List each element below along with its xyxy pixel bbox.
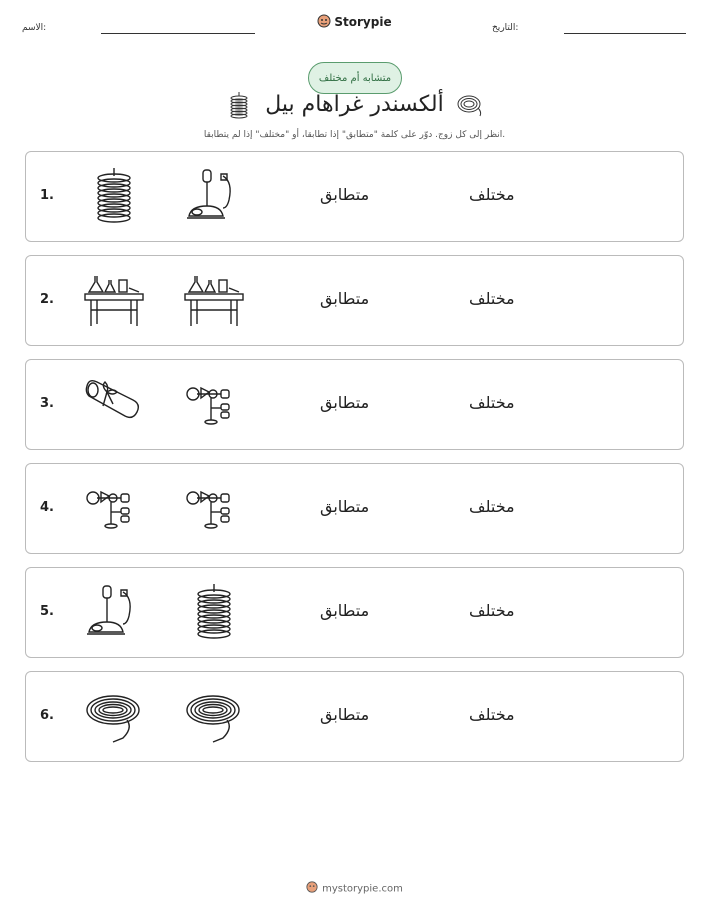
brand [0, 14, 709, 31]
worksheet-type-badge: متشابه أم مختلف [308, 62, 402, 94]
coil-icon [183, 582, 245, 644]
row-number: 1. [40, 188, 54, 203]
row-number: 3. [40, 396, 54, 411]
cable-icon [456, 94, 484, 122]
cable-icon [183, 686, 245, 748]
telephone-icon [183, 166, 245, 228]
different-option[interactable]: مختلف [469, 705, 515, 724]
same-option[interactable]: متطابق [320, 289, 370, 308]
different-option[interactable]: مختلف [469, 601, 515, 620]
different-option[interactable]: مختلف [469, 497, 515, 516]
lab-table-icon [83, 270, 145, 332]
lab-table-icon [183, 270, 245, 332]
name-label: الاسم: [22, 23, 47, 33]
same-option[interactable]: متطابق [320, 393, 370, 412]
row-number: 6. [40, 708, 54, 723]
storypie-logo-icon [306, 881, 318, 896]
name-line[interactable] [101, 33, 255, 34]
photophone-icon [183, 478, 245, 540]
different-option[interactable]: مختلف [469, 393, 515, 412]
same-option[interactable]: متطابق [320, 705, 370, 724]
scroll-icon [83, 374, 145, 436]
coil-icon [83, 166, 145, 228]
footer-url: mystorypie.com [322, 883, 403, 895]
photophone-icon [183, 374, 245, 436]
telephone-icon [83, 582, 145, 644]
different-option[interactable]: مختلف [469, 185, 515, 204]
worksheet-row [25, 671, 684, 762]
worksheet-row [25, 151, 684, 242]
different-option[interactable]: مختلف [469, 289, 515, 308]
same-option[interactable]: متطابق [320, 185, 370, 204]
row-number: 5. [40, 604, 54, 619]
instructions: انظر إلى كل زوج. دوّر على كلمة "متطابق" إذا تطابقا، أو "مختلف" إذا لم يتطابقا. [203, 130, 506, 140]
worksheet-row [25, 567, 684, 658]
page-title: ألكسندر غراهام بيل [265, 92, 444, 117]
cable-icon [83, 686, 145, 748]
row-number: 2. [40, 292, 54, 307]
footer [0, 881, 709, 896]
brand-name: Storypie [334, 15, 392, 29]
date-line[interactable] [564, 33, 686, 34]
row-number: 4. [40, 500, 54, 515]
same-option[interactable]: متطابق [320, 601, 370, 620]
storypie-logo-icon [317, 14, 331, 31]
worksheet-row [25, 359, 684, 450]
worksheet-row [25, 463, 684, 554]
photophone-icon [83, 478, 145, 540]
date-label: التاريخ: [492, 23, 519, 33]
same-option[interactable]: متطابق [320, 497, 370, 516]
worksheet-row [25, 255, 684, 346]
